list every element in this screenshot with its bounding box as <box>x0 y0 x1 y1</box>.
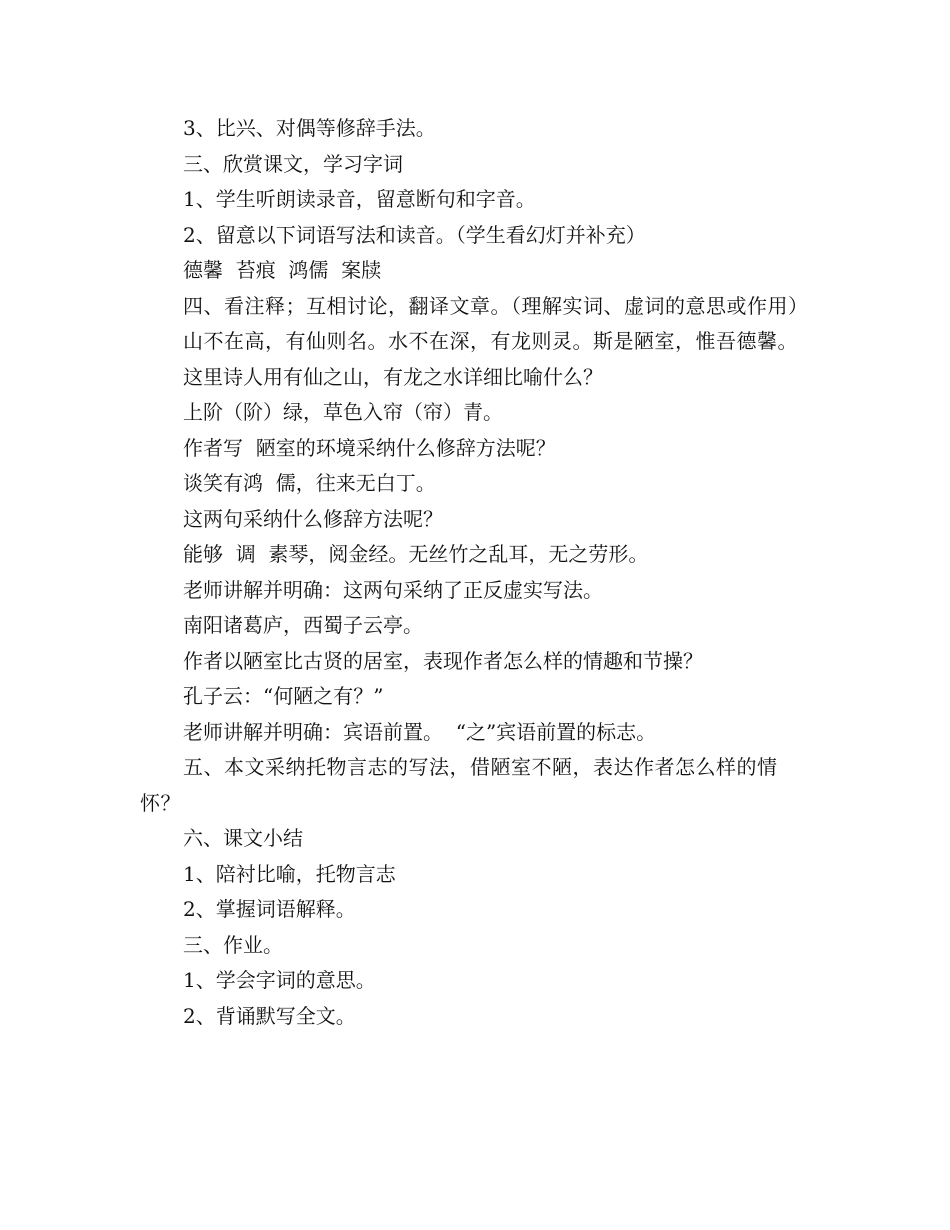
document-body <box>140 111 812 1034</box>
section-heading: 三、欣赏课文，学习字词 <box>183 151 403 176</box>
quoted-text: 南阳诸葛庐，西蜀子云亭。 <box>183 613 423 637</box>
explanation: 老师讲解并明确：宾语前置。 “之”宾语前置的标志。 <box>183 719 657 744</box>
section-heading: 六、课文小结 <box>183 826 303 850</box>
question: 这里诗人用有仙之山，有龙之水详细比喻什么？ <box>183 364 603 389</box>
quoted-text: 谈笑有鸿 儒，往来无白丁。 <box>183 471 436 495</box>
quoted-text: 山不在高，有仙则名。水不在深，有龙则灵。斯是陋室，惟吾德馨。 <box>183 329 798 353</box>
paragraph: 2、背诵默写全文。 <box>183 1003 356 1028</box>
vocabulary-list: 德馨 苔痕 鸿儒 案牍 <box>183 258 382 282</box>
paragraph: 1、学会字词的意思。 <box>183 968 376 992</box>
paragraph: 2、留意以下词语写法和读音。（学生看幻灯并补充） <box>183 222 646 247</box>
question: 这两句采纳什么修辞方法呢？ <box>183 506 443 531</box>
explanation: 老师讲解并明确：这两句采纳了正反虚实写法。 <box>183 577 603 602</box>
quoted-text: 孔子云：“何陋之有？” <box>183 684 384 708</box>
section-heading: 四、看注释；互相讨论，翻译文章。（理解实词、虚词的意思或作用） <box>183 293 809 318</box>
quoted-text: 上阶（阶）绿，草色入帘（帘）青。 <box>183 400 503 424</box>
question: 作者写 陋室的环境采纳什么修辞方法呢？ <box>183 435 556 460</box>
section-heading: 五、本文采纳托物言志的写法，借陋室不陋，表达作者怎么样的情怀？ <box>140 755 778 815</box>
paragraph: 2、掌握词语解释。 <box>183 897 356 921</box>
question: 作者以陋室比古贤的居室，表现作者怎么样的情趣和节操？ <box>183 648 703 673</box>
paragraph: 3、比兴、对偶等修辞手法。 <box>183 116 436 140</box>
quoted-text: 能够 调 素琴，阅金经。无丝竹之乱耳，无之劳形。 <box>183 542 649 566</box>
section-heading: 三、作业。 <box>183 932 283 957</box>
paragraph: 1、学生听朗读录音，留意断句和字音。 <box>183 187 536 211</box>
paragraph: 1、陪衬比喻，托物言志 <box>183 861 396 886</box>
